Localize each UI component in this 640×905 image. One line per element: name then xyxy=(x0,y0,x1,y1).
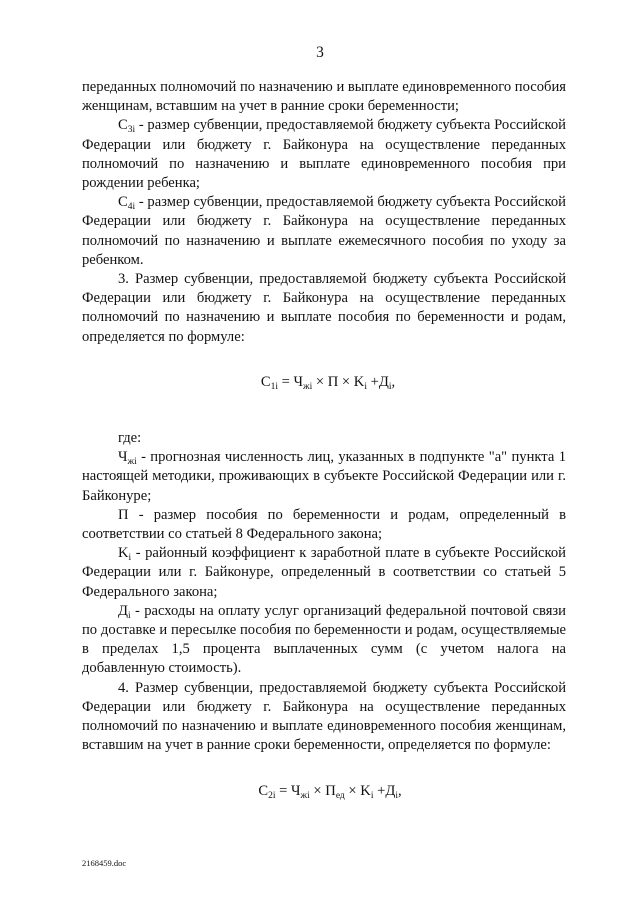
symbol-subscript: 4i xyxy=(127,202,136,213)
symbol-subscript: i xyxy=(128,553,132,564)
formula-subscript: i xyxy=(395,790,398,801)
formula-subscript: жi xyxy=(303,381,313,392)
formula-c1i xyxy=(82,373,566,392)
paragraph-chi xyxy=(82,448,566,506)
formula-part: × K xyxy=(344,782,371,799)
paragraph-c4i xyxy=(82,193,566,270)
definition-text: - размер субвенции, предоставляемой бюджету субъекта Российской Федерации или бюджету г. Байконура на осуществление переданных полномочий по назначению и выплате единовременного пособия при рождении ребенка; xyxy=(82,117,566,192)
formula-subscript: i xyxy=(388,381,392,392)
formula-lhs: C xyxy=(260,373,271,390)
symbol-subscript: жi xyxy=(127,457,137,468)
formula-lhs-subscript: 1i xyxy=(270,381,278,392)
symbol: Д xyxy=(118,602,128,619)
document-filename: 2168459.doc xyxy=(82,858,127,868)
formula-end: , xyxy=(391,373,396,390)
formula-end: , xyxy=(397,782,402,799)
paragraph-item-3: 3. Размер субвенции, предоставляемой бюджету субъекта Российской Федерации или бюджету г. Байконура на осуществление переданных полномочий по назначению и выплате пособия по беременности и родам, определяется по формуле: xyxy=(82,271,566,345)
formula-lhs-subscript: 2i xyxy=(268,790,276,801)
formula-subscript: i xyxy=(364,381,367,392)
paragraph-item-4: 4. Размер субвенции, предоставляемой бюджету субъекта Российской Федерации или бюджету г. Байконура на осуществление переданных полномочий по назначению и выплате единовременного пособия женщинам, вставшим на учет в ранние сроки беременности, определяется по формуле: xyxy=(82,679,566,754)
formula-part: = Ч xyxy=(275,782,301,799)
formula-subscript: жi xyxy=(300,790,310,801)
symbol: C xyxy=(118,194,128,211)
formula-subscript: ед xyxy=(335,790,345,801)
paragraph-continuation: переданных полномочий по назначению и выплате единовременного пособия женщинам, вставшим на учет в ранние сроки беременности; xyxy=(82,79,566,115)
formula-subscript: i xyxy=(370,790,374,801)
definition-text: - районный коэффициент к заработной плате в субъекте Российской Федерации или г. Байконуре, определенный в соответствии со статьей 5 Федерального закона; xyxy=(82,545,566,600)
formula-part: × П × K xyxy=(312,373,365,390)
paragraph-di xyxy=(82,602,566,679)
formula-c2i xyxy=(82,782,566,801)
symbol-subscript: 3i xyxy=(127,125,136,136)
page-number: 3 xyxy=(316,44,324,61)
document-body xyxy=(82,78,566,801)
definition-text: - размер субвенции, предоставляемой бюджету субъекта Российской Федерации или бюджету г. Байконура на осуществление переданных полномочий по назначению и выплате ежемесячного пособия по уходу за ребенком. xyxy=(82,194,566,268)
symbol-subscript: i xyxy=(127,610,131,621)
symbol: C xyxy=(118,117,128,134)
paragraph-ki xyxy=(82,544,566,602)
symbol: Ч xyxy=(118,449,128,466)
paragraph-c3i xyxy=(82,116,566,193)
where-label: где: xyxy=(118,430,142,447)
formula-part: +Д xyxy=(373,782,396,799)
symbol: K xyxy=(118,545,129,562)
definition-text: - прогнозная численность лиц, указанных в подпункте "а" пункта 1 настоящей методики, проживающих в субъекте Российской Федерации или г. Байконуре; xyxy=(82,449,566,504)
formula-lhs: C xyxy=(258,782,269,799)
definition-text: - расходы на оплату услуг организаций федеральной почтовой связи по доставке и пересылке пособия по беременности и родам, осуществляемые в пределах 1,5 процента выплаченных сумм (с учетом налога на добавленную стоимость). xyxy=(82,602,566,677)
paragraph-p: П - размер пособия по беременности и родам, определенный в соответствии со статьей 8 Федерального закона; xyxy=(82,506,566,543)
formula-part: +Д xyxy=(366,373,389,390)
formula-part: = Ч xyxy=(277,373,303,390)
formula-part: × П xyxy=(309,782,336,799)
